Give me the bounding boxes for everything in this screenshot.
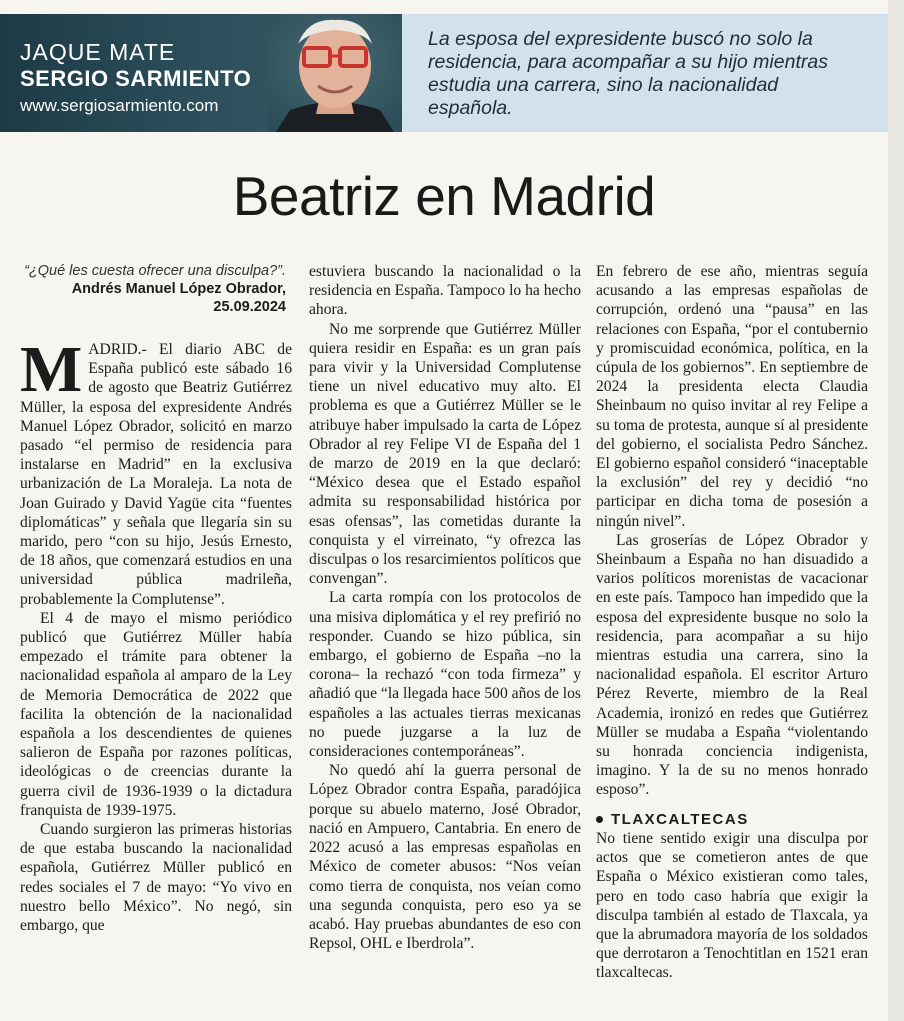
article-column-1 — [20, 262, 292, 935]
section-heading-text: TLAXCALTECAS — [611, 810, 749, 828]
paragraph: No me sorprende que Gutiérrez Müller quiera residir en España: es un gran país para vivir y la Universidad Complutense tiene un nivel educativo muy alto. El problema es que a Gutiérrez Müller se le atribuye haber impulsado la carta de López Obrador al rey Felipe VI de España del 1 de marzo de 2019 en la que declaró: “México desea que el Estado español admita su responsabilidad histórica por esas ofensas”, las cometidas durante la conquista y el virreinato, “y ofrezca las disculpas o los resarcimientos políticos que convengan”. — [309, 320, 581, 588]
paragraph: estuviera buscando la nacionalidad o la residencia en España. Tampoco lo ha hecho ahora. — [309, 263, 581, 319]
paragraph: Cuando surgieron las primeras historias de que estaba buscando la nacionalidad española, Gutiérrez Müller publicó en redes sociales el 7 de mayo: “Yo vivo en nuestro bello México”. No negó, sin embargo, que — [20, 821, 292, 935]
column-name: JAQUE MATE — [20, 39, 176, 65]
paragraph — [20, 333, 292, 609]
epigraph-author-name: Andrés Manuel López Obrador, — [71, 281, 286, 297]
article-column-3 — [596, 262, 868, 983]
epigraph-quote: “¿Qué les cuesta ofrecer una disculpa?”. — [24, 263, 286, 279]
author-website: www.sergiosarmiento.com — [20, 96, 219, 115]
paragraph: En febrero de ese año, mientras seguía acusando a las empresas españolas de corrupción, ordenó una “pausa” en las relaciones con España, “por el contubernio y promiscuidad económica, política, en la cúpula de los gobiernos”. En septiembre de 2024 la presidenta electa Claudia Sheinbaum no quiso invitar al rey Felipe a su toma de protesta, aunque sí al presidente del gobierno, el socialista Pedro Sánchez. El gobierno español consideró “inaceptable la exclusión” del rey y decidió “no participar en dicha toma de posesión a ningún nivel”. — [596, 263, 868, 530]
article-title: Beatriz en Madrid — [232, 165, 656, 227]
paragraph: No quedó ahí la guerra personal de López Obrador contra España, paradójica porque su abuelo materno, José Obrador, nació en Ampuero, Cantabria. En enero de 2022 acusó a las empresas españolas en México de cometer abusos: “Nos veían como tierra de conquista, nos veían como una segunda conquista, pero eso ya se acabó. Hay pruebas abundantes de eso con Repsol, OHL e Iberdrola”. — [309, 762, 581, 953]
page-edge — [888, 0, 904, 1021]
author-portrait — [268, 14, 402, 132]
paragraph: La carta rompía con los protocolos de una misiva diplomática y el rey prefirió no responder. Cuando se hizo pública, sin embargo, el gobierno de España –no la corona– la rechazó “con toda firmeza” y añadió que “la llegada hace 500 años de los españoles a las actuales tierras mexicanas no puede juzgarse a la luz de consideraciones contemporáneas”. — [309, 589, 581, 761]
banner-author-panel — [0, 14, 402, 132]
paragraph-text: ADRID.- El diario ABC de España publicó este sábado 16 de agosto que Beatriz Gutiérrez Müller, la esposa del expresidente Andrés Manuel López Obrador, solicitó en marzo pasado “el permiso de residencia para instalarse en Madrid” en la exclusiva urbanización de La Moraleja. La nota de Joan Guirado y David Yagüe cita “fuentes diplomáticas” y señala que llegaría sin su marido, pero “con su hijo, Jesús Ernesto, de 18 años, que comenzará estudios en una universidad pública madrileña, probablemente la Complutense”. — [20, 341, 292, 608]
paragraph: El 4 de mayo el mismo periódico publicó que Gutiérrez Müller había empezado el trámite para obtener la nacionalidad española al amparo de la Ley de Memoria Democrática de 2022 que facilita la obtención de la nacionalidad española a los descendientes de quienes salieron de España por razones políticas, ideológicas o de creencias durante la guerra civil de 1936-1939 o la dictadura franquista de 1939-1975. — [20, 609, 292, 819]
article-column-2 — [309, 262, 581, 953]
section-heading — [596, 810, 868, 829]
epigraph-date: 25.09.2024 — [213, 299, 286, 315]
author-name: SERGIO SARMIENTO — [20, 66, 252, 91]
paragraph: No tiene sentido exigir una disculpa por actos que se cometieron antes de que España o México existieran como tales, pero en todo caso habría que exigir la disculpa también al estado de Tlaxcala, ya que la abrumadora mayoría de los soldados que derrotaron a Tenochtitlan en 1521 eran tlaxcaltecas. — [596, 829, 868, 982]
column-banner — [0, 14, 888, 132]
column-teaser: La esposa del expresidente buscó no solo la residencia, para acompañar a su hijo mientras estudia una carrera, sino la nacionalidad española. — [428, 28, 828, 119]
epigraph-author — [20, 280, 292, 316]
paragraph: Las groserías de López Obrador y Sheinbaum a España no han disuadido a varios políticos morenistas de vacacionar en este país. Tampoco han impedido que la esposa del expresidente busque no solo la residencia, para acompañar a su hijo mientras estudia una carrera, sino la nacionalidad española. El escritor Arturo Pérez Reverte, miembro de la Real Academia, ironizó en redes que Gutiérrez Müller se mudaba a España “violentando su honrada conciencia indigenista, imagino. Y la de su no menos honrado esposo”. — [596, 531, 868, 799]
drop-cap: M — [20, 333, 83, 406]
bullet-icon — [596, 816, 603, 823]
